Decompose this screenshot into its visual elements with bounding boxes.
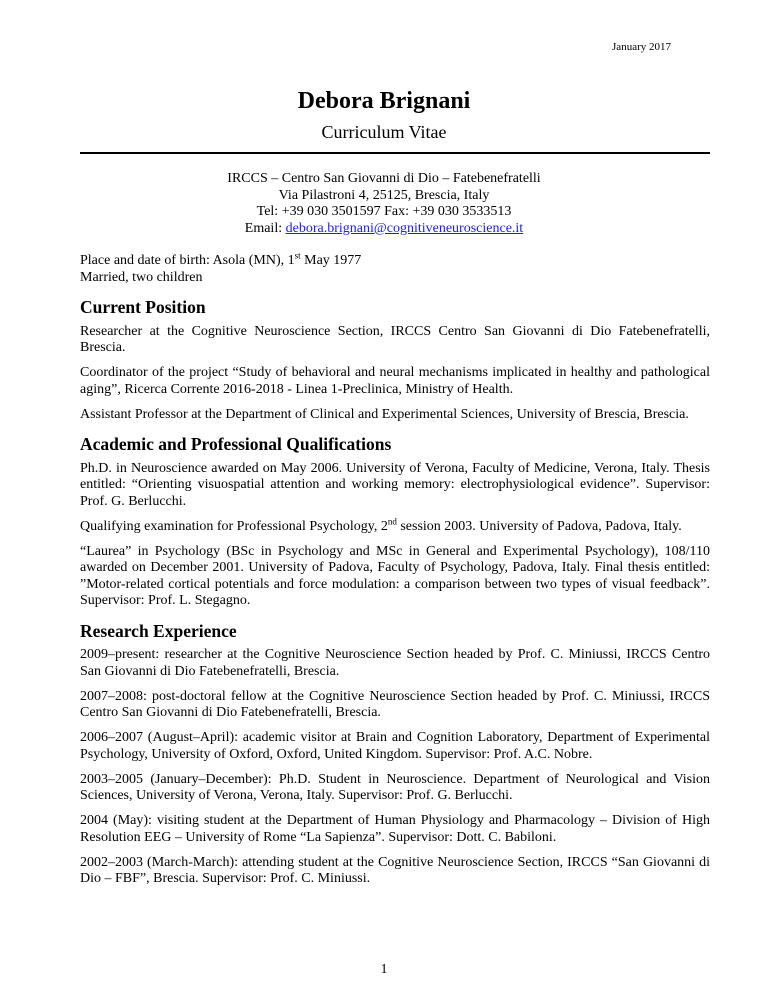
cv-body — [80, 250, 710, 896]
address-line: Via Pilastroni 4, 25125, Brescia, Italy — [278, 187, 490, 203]
qualifications-heading: Academic and Professional Qualifications — [80, 434, 392, 454]
document-subtitle: Curriculum Vitae — [321, 122, 447, 142]
document-date: January 2017 — [612, 41, 671, 53]
research-item: 2004 (May): visiting student at the Department of Human Physiology and Pharmacology – Division of High Resolution EEG – University of Rome “La Sapienza”. Supervisor: Dott. C. Babiloni. — [80, 813, 710, 845]
current-position-item: Assistant Professor at the Department of Clinical and Experimental Sciences, University of Brescia, Brescia. — [80, 406, 689, 422]
birth-text: Place and date of birth: Asola (MN), 1 — [80, 253, 295, 268]
contact-block — [0, 171, 768, 237]
research-item: 2003–2005 (January–December): Ph.D. Student in Neuroscience. Department of Neurological and Vision Sciences, University of Verona, Verona, Italy. Supervisor: Prof. G. Berlucchi. — [80, 771, 710, 803]
birth-ordinal: st — [294, 250, 301, 261]
email-link[interactable]: debora.brignani@cognitiveneuroscience.it — [285, 220, 524, 236]
research-heading: Research Experience — [80, 620, 237, 641]
qualification-phd: Ph.D. in Neuroscience awarded on May 2006. University of Verona, Faculty of Medicine, Verona, Italy. Thesis entitled: “Orienting visuospatial attention and working memory: electrophysiological evidence”. Supervisor: Prof. G. Berlucchi. — [80, 460, 710, 509]
page-number: 1 — [380, 962, 388, 977]
current-position-item: Researcher at the Cognitive Neuroscience Section, IRCCS Centro San Giovanni di Dio Fatebenefratelli, Brescia. — [80, 323, 710, 355]
email-label: Email: — [244, 220, 286, 236]
title-divider — [80, 152, 710, 154]
qualification-laurea: “Laurea” in Psychology (BSc in Psychology and MSc in General and Experimental Psychology), 108/110 awarded on December 2001. University of Padova, Faculty of Psychology, Padova, Italy. Final thesis entitled: ”Motor-related cortical potentials and force modulation: a comparison between two types of visual feedback”. Supervisor: Prof. L. Stegagno. — [80, 543, 710, 608]
research-item: 2009–present: researcher at the Cognitive Neuroscience Section headed by Prof. C. Miniussi, IRCCS Centro San Giovanni di Dio Fatebenefratelli, Brescia. — [80, 647, 710, 679]
qualification-professional-text: Qualifying examination for Professional Psychology, 2 — [80, 518, 388, 534]
institution-line: IRCCS – Centro San Giovanni di Dio – Fatebenefratelli — [227, 171, 541, 186]
research-item: 2007–2008: post-doctoral fellow at the Cognitive Neuroscience Section headed by Prof. C. Miniussi, IRCCS Centro San Giovanni di Dio Fatebenefratelli, Brescia. — [80, 688, 710, 720]
qualification-professional — [80, 515, 710, 536]
research-item: 2006–2007 (August–April): academic visitor at Brain and Cognition Laboratory, Department of Experimental Psychology, University of Oxford, Oxford, United Kingdom. Supervisor: Prof. A.C. Nobre. — [80, 730, 710, 762]
qualification-ordinal: nd — [387, 515, 397, 526]
qualification-professional-rest: session 2003. University of Padova, Padova, Italy. — [396, 518, 682, 534]
current-position-item: Coordinator of the project “Study of behavioral and neural mechanisms implicated in healthy and pathological aging”, Ricerca Corrente 2016-2018 - Linea 1-Preclinica, Ministry of Health. — [80, 365, 710, 397]
email-line — [0, 221, 768, 238]
research-item: 2002–2003 (March-March): attending student at the Cognitive Neuroscience Section, IRCCS “San Giovanni di Dio – FBF”, Brescia. Supervisor: Prof. C. Miniussi. — [80, 854, 710, 886]
phone-line: Tel: +39 030 3501597 Fax: +39 030 3533513 — [256, 204, 512, 219]
current-position-heading: Current Position — [80, 297, 206, 317]
person-name: Debora Brignani — [297, 88, 471, 114]
birth-info — [80, 250, 710, 270]
birth-month-year: May 1977 — [300, 253, 362, 268]
family-info: Married, two children — [80, 269, 203, 285]
